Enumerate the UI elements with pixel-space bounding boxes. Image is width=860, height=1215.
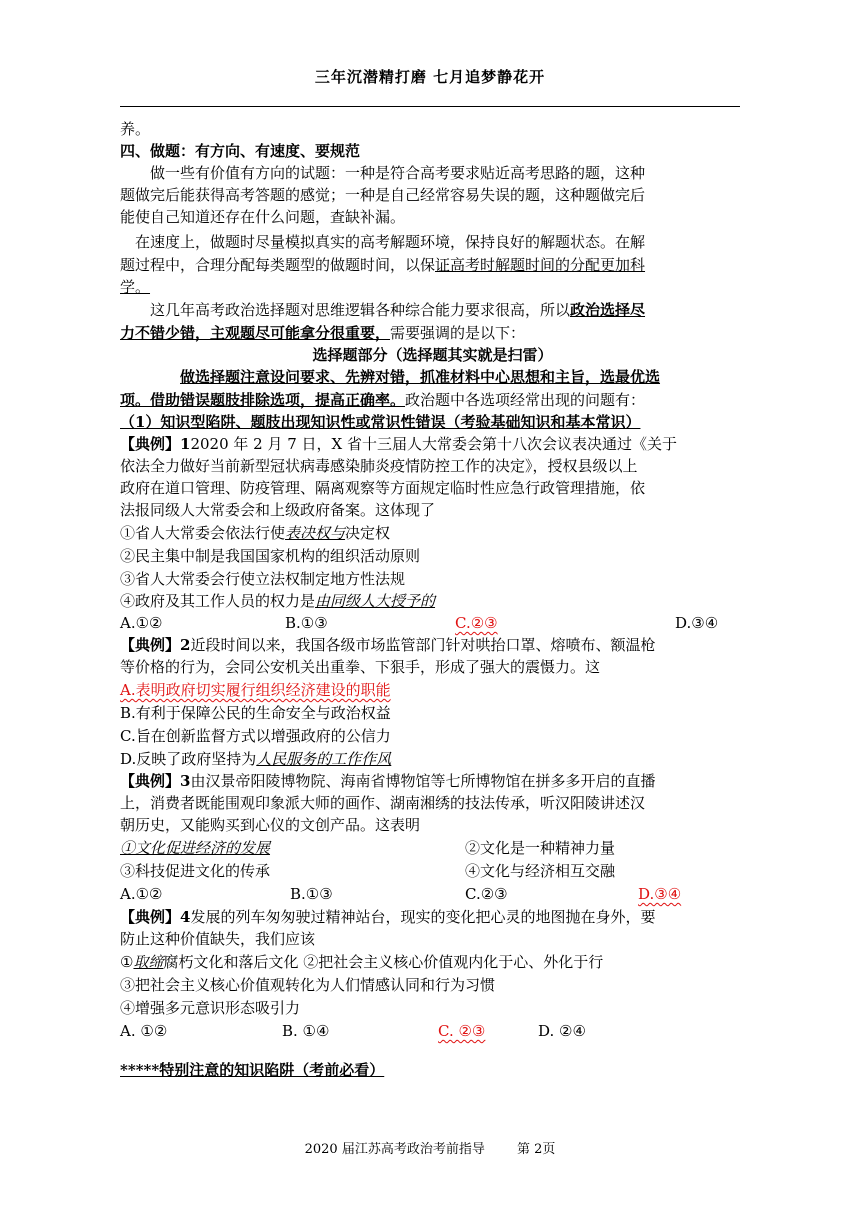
option-1: ①文化促进经济的发展: [120, 839, 271, 857]
option-line: ③把社会主义核心价值观转化为人们情感认同和行为习惯: [120, 976, 496, 994]
answer-choices: [120, 883, 745, 905]
option-line: C.旨在创新监督方式以增强政府的公信力: [120, 727, 391, 745]
text-line: 政府在道口管理、防疫管理、隔离观察等方面规定临时性应急行政管理措施，依: [120, 479, 646, 497]
page-header: 三年沉潜精打磨 七月追梦静花开: [314, 68, 546, 86]
choice-d: D.③④: [638, 885, 682, 903]
subsection-title: 选择题部分（选择题其实就是扫雷）: [312, 346, 553, 364]
answer-choices: [120, 612, 745, 634]
option-line: A.表明政府切实履行组织经济建设的职能: [120, 681, 391, 699]
text-line: 法报同级人大常委会和上级政府备案。这体现了: [120, 501, 436, 519]
example-4: 【典例】4发展的列车匆匆驶过精神站台，现实的变化把心灵的地图抛在身外，要: [120, 908, 656, 926]
text-line: 力不错少错，主观题尽可能拿分很重要，需要强调的是以下：: [120, 324, 526, 342]
choice-a: A.①②: [120, 614, 163, 632]
choice-a: A. ①②: [120, 1022, 168, 1040]
choice-b: B.①③: [285, 614, 328, 632]
text-line: 养。: [120, 120, 151, 138]
choice-b: B.①③: [290, 885, 333, 903]
example-1: 【典例】12020 年 2 月 7 日，X 省十三届人大常委会第十八次会议表决通过《关于: [120, 435, 677, 453]
text-line: 朝历史，又能购买到心仪的文创产品。这表明: [120, 816, 421, 834]
choice-c: C. ②③: [438, 1022, 486, 1040]
choice-b: B. ①④: [282, 1022, 330, 1040]
text-line: 等价格的行为，会同公安机关出重拳、下狠手，形成了强大的震慑力。这: [120, 658, 601, 676]
example-2: 【典例】2近段时间以来，我国各级市场监管部门针对哄抬口罩、熔喷布、额温枪: [120, 636, 656, 654]
choice-d: D. ②④: [538, 1022, 586, 1040]
text-line: 在速度上，做题时尽量模拟真实的高考解题环境，保持良好的解题状态。在解: [135, 233, 646, 251]
footer-title: 2020 届江苏高考政治考前指导: [304, 1142, 485, 1157]
text-line: 这几年高考政治选择题对思维逻辑各种综合能力要求很高，所以政治选择尽: [150, 301, 646, 319]
choice-a: A.①②: [120, 885, 163, 903]
section-heading: 四、做题：有方向、有速度、要规范: [120, 142, 361, 160]
option-line: ①取缔腐朽文化和落后文化 ②把社会主义核心价值观内化于心、外化于行: [120, 953, 604, 971]
option-line: ④政府及其工作人员的权力是由同级人大授予的: [120, 592, 436, 610]
text-line: 项。借助错误题肢排除选项，提高正确率。政治题中各选项经常出现的问题有：: [120, 391, 646, 409]
option-line: D.反映了政府坚持为人民服务的工作作风: [120, 750, 392, 768]
text-line: 上，消费者既能围观印象派大师的画作、湖南湘绣的技法传承，听汉阳陵讲述汉: [120, 794, 646, 812]
choice-d: D.③④: [675, 614, 719, 632]
text-line: 防止这种价值缺失，我们应该: [120, 930, 316, 948]
text-line: 做一些有价值有方向的试题：一种是符合高考要求贴近高考思路的题，这种: [150, 164, 646, 182]
option-line: ②民主集中制是我国国家机构的组织活动原则: [120, 547, 421, 565]
choice-c: C.②③: [465, 885, 508, 903]
option-line: ③省人大常委会行使立法权制定地方性法规: [120, 570, 406, 588]
option-row: [120, 860, 745, 882]
text-line: 依法全力做好当前新型冠状病毒感染肺炎疫情防控工作的决定》，授权县级以上: [120, 457, 638, 475]
page-footer: [0, 1138, 860, 1157]
option-4: ④文化与经济相互交融: [465, 862, 616, 880]
answer-choices: [120, 1020, 745, 1042]
text-line: 能使自己知道还存在什么问题，查缺补漏。: [120, 208, 406, 226]
option-line: ④增强多元意识形态吸引力: [120, 999, 301, 1017]
option-line: ①省人大常委会依法行使表决权与决定权: [120, 524, 391, 542]
text-line: 题过程中，合理分配每类题型的做题时间，以保证高考时解题时间的分配更加科: [120, 256, 646, 274]
option-2: ②文化是一种精神力量: [465, 839, 616, 857]
text-line: 做选择题注意设问要求、先辨对错，抓准材料中心思想和主旨，选最优选: [180, 368, 661, 386]
example-3: 【典例】3由汉景帝阳陵博物院、海南省博物馆等七所博物馆在拼多多开启的直播: [120, 772, 656, 790]
text-line: 题做完后能获得高考答题的感觉；一种是自己经常容易失误的题，这种题做完后: [120, 186, 646, 204]
trap-heading: （1）知识型陷阱、题肢出现知识性或常识性错误（考验基础知识和基本常识）: [120, 413, 641, 431]
header-rule: [120, 106, 740, 107]
option-line: B.有利于保障公民的生命安全与政治权益: [120, 704, 391, 722]
text-line: 学。: [120, 278, 151, 296]
option-3: ③科技促进文化的传承: [120, 862, 271, 880]
special-note-heading: *****特别注意的知识陷阱（考前必看）: [120, 1061, 385, 1079]
choice-c: C.②③: [455, 614, 498, 632]
page-number: 第 2页: [516, 1142, 556, 1157]
option-row: [120, 837, 745, 859]
